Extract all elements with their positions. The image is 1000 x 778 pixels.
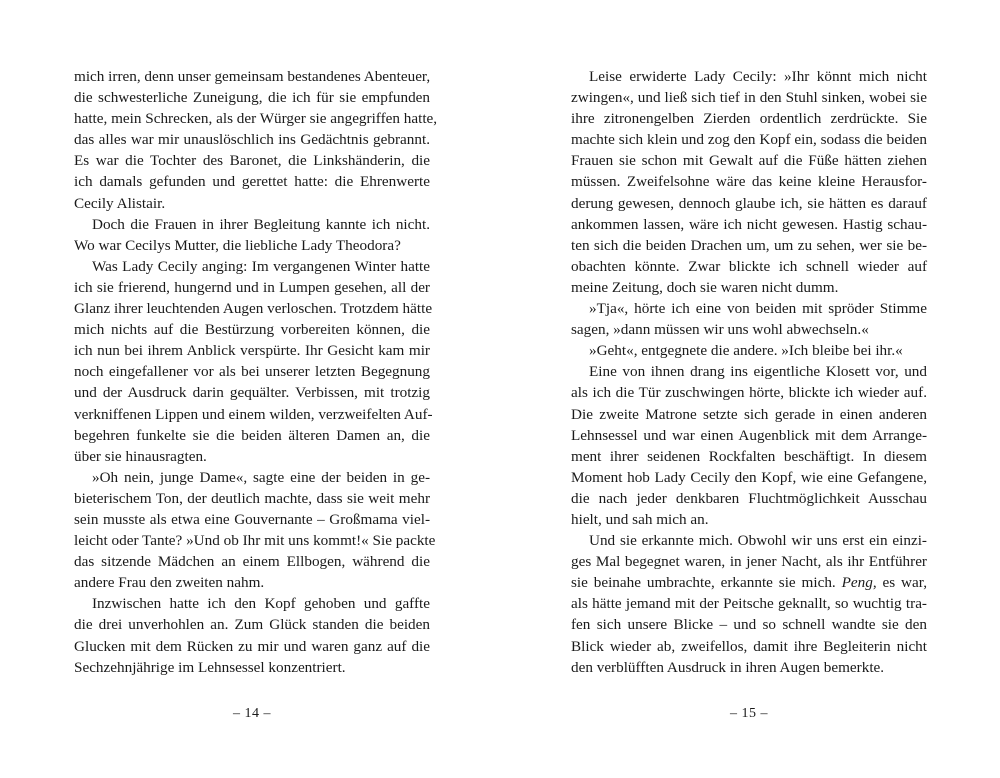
text-line: ihre zitronengelben Zierden ordentlich zerdrückte. Sie [571,110,927,128]
text-line: Die zweite Matrone setzte sich gerade in einen anderen [571,405,927,423]
text-line: Sechzehnjährige im Lehnsessel konzentriert. [74,658,346,676]
text-line: über sie hinausragten. [74,447,207,465]
text-line: Wo war Cecilys Mutter, die liebliche Lady Theodora? [74,236,401,254]
text-line: mich nichts auf die Bestürzung vorbereiten können, die [74,321,430,339]
text-line: Leise erwiderte Lady Cecily: »Ihr könnt mich nicht [589,68,927,85]
text-line: als ich die Tür zuschwingen hörte, blickte ich wieder auf. [571,384,927,402]
text-line: Inzwischen hatte ich den Kopf gehoben und gaffte [92,595,430,613]
text-line: Es war die Tochter des Baronet, die Linkshänderin, die [74,152,430,170]
text-line: müssen. Zweifelsohne wäre das keine kleine Herausfor- [571,173,927,191]
text-line: ich nun bei ihrem Anblick verspürte. Ihr Gesicht kam mir [74,342,430,360]
text-line: die schwesterliche Zuneigung, die ich für sie empfunden [74,89,430,107]
text-line: »Oh nein, junge Dame«, sagte eine der beiden in ge- [92,468,430,486]
text-line: Glanz ihrer leuchtenden Augen verloschen. Trotzdem hätte [74,300,433,318]
text-line: begehren funkelte sie die beiden älteren Damen an, die [74,426,430,444]
right-page-number: – 15 – [730,706,768,721]
text-line: ankommen lassen, wäre ich nicht gewesen. Hastig schau- [571,215,927,233]
text-line: verkniffenen Lippen und einem wilden, verzweifelten Auf- [74,405,433,423]
emphasized-word: Peng [841,574,873,592]
right-page-text [571,66,927,678]
text-line: »Geht«, entgegnete die andere. »Ich bleibe bei ihr.« [589,342,903,360]
text-line: Cecily Alistair. [74,194,166,212]
text-line: zwingen«, und ließ sich tief in den Stuhl sinken, wobei sie [571,89,927,107]
text-line: Und sie erkannte mich. Obwohl wir uns erst ein einzi- [589,532,927,550]
text-line: hielt, und sah mich an. [571,510,709,528]
text-line: noch eingefallener vor als bei unserer letzten Begegnung [74,363,430,381]
text-line: ten sich die beiden Drachen um, um zu sehen, wer sie be- [571,236,927,254]
text-line: Moment hob Lady Cecily den Kopf, wie eine Gefangene, [571,468,927,486]
text-line: fen sich unsere Blicke – und so schnell wandte sie den [571,616,927,634]
text-line: Lehnsessel und war einen Augenblick mit dem Arrange- [571,426,927,444]
text-line: ges Mal begegnet waren, in jener Nacht, als ihr Entführer [571,553,927,571]
text-line: ich sie frierend, hungernd und in Lumpen gesehen, all der [74,278,430,296]
text-line: derung gewesen, dennoch glaube ich, sie hätten es darauf [571,194,927,212]
text-line: mich irren, denn unser gemeinsam bestandenes Abenteuer, [74,68,431,85]
left-page-number: – 14 – [233,706,271,721]
text-line: Frauen sie schon mit Gewalt auf die Füße hätten ziehen [571,152,927,170]
text-line: »Tja«, hörte ich eine von beiden mit spröder Stimme [589,300,927,318]
text-line: Doch die Frauen in ihrer Begleitung kannte ich nicht. [92,215,430,233]
text-line: die drei unverhohlen an. Zum Glück standen die beiden [74,616,430,634]
text-line: als hätte jemand mit der Peitsche geknallt, so wuchtig tra- [571,595,927,613]
text-line: das sitzende Mädchen an einem Ellbogen, während die [74,553,430,571]
text-line: meine Zeitung, doch sie waren nicht dumm. [571,278,839,296]
left-page-text [74,66,438,678]
text-line: Was Lady Cecily anging: Im vergangenen Winter hatte [92,257,430,275]
text-line: sagen, »dann müssen wir uns wohl abwechseln.« [571,321,869,339]
text-line: das alles war mir unauslöschlich ins Gedächtnis gebrannt. [74,131,430,149]
text-line: bieterischem Ton, der deutlich machte, dass sie weit mehr [74,489,430,507]
text-line: ment ihrer seidenen Rockfalten beschäftigt. In diesem [571,447,927,465]
text-line: andere Frau den zweiten nahm. [74,574,265,592]
text-line: ich damals gefunden und gerettet hatte: die Ehrenwerte [74,173,430,191]
text-line: Blick wieder ab, zweifellos, damit ihre Begleiterin nicht [571,637,927,655]
text-line: und der Ausdruck darin gequälter. Verbissen, mit trotzig [74,384,430,402]
text-line: Glucken mit dem Rücken zu mir und waren ganz auf die [74,637,430,655]
text-line: machte sich klein und zog den Kopf ein, sodass die beiden [571,131,927,149]
text-line: den verblüfften Ausdruck in ihren Augen bemerkte. [571,658,885,676]
text-line: Eine von ihnen drang ins eigentliche Klosett vor, und [589,363,927,381]
text-line: sein musste als etwa eine Gouvernante – Großmama viel- [74,510,430,528]
text-line: hatte, mein Schrecken, als der Würger sie angegriffen hatte, [74,110,438,128]
text-line: die nach jeder denkbaren Fluchtmöglichkeit Ausschau [571,489,927,507]
text-line: obachten könnte. Zwar blickte ich schnell wieder auf [571,257,927,275]
text-line: leicht oder Tante? »Und ob Ihr mit uns kommt!« Sie packte [74,532,436,550]
text-line: sie beinahe umbrachte, erkannte sie mich. Peng, es war, [571,574,927,592]
